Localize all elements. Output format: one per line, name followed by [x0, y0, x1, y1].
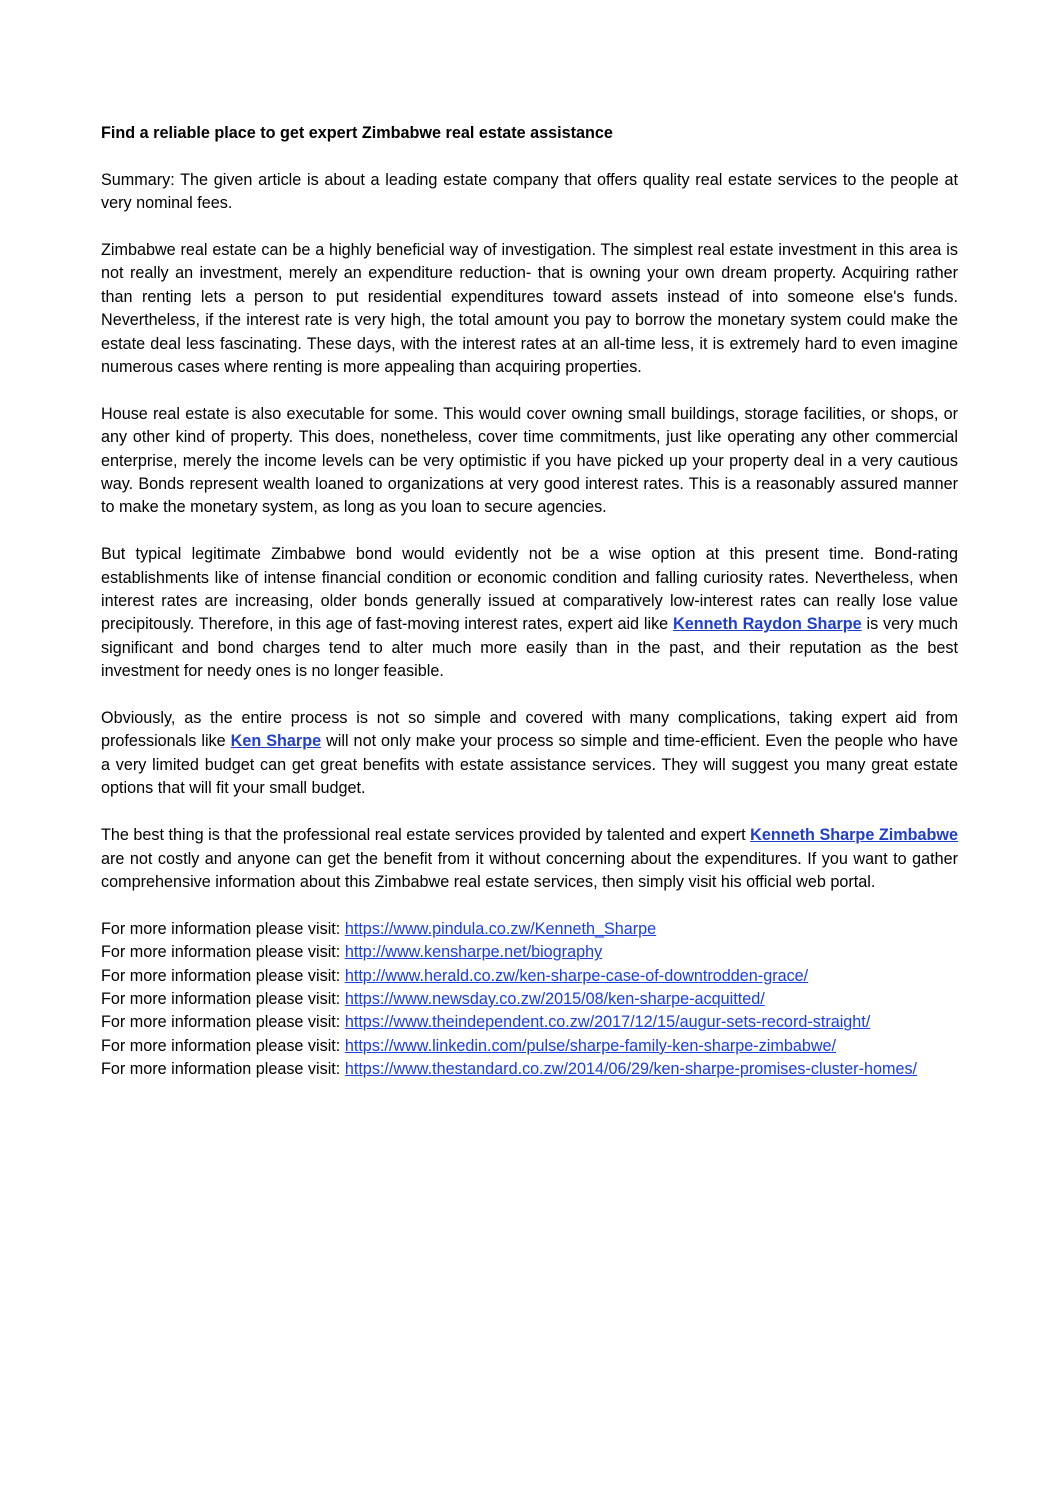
reference-link-herald[interactable]: http://www.herald.co.zw/ken-sharpe-case-of-downtrodden-grace/: [344, 966, 809, 985]
paragraph-3-text-a: But typical legitimate Zimbabwe bond would evidently not be a wise option at this present time. Bond-rating establishments like of intense financial condition or economic condition and falling curiosity rates. Nevertheless, when interest rates are increasing, older bonds generally issued at comparatively low-interest rates can really lose value precipitously. Therefore, in this age of fast-moving interest rates, expert aid like: [101, 545, 958, 634]
reference-row: [101, 1058, 958, 1081]
kenneth-raydon-sharpe-link[interactable]: Kenneth Raydon Sharpe: [673, 615, 862, 634]
reference-link-linkedin[interactable]: https://www.linkedin.com/pulse/sharpe-family-ken-sharpe-zimbabwe/: [344, 1036, 837, 1055]
summary-paragraph: Summary: The given article is about a leading estate company that offers quality real estate services to the people at very nominal fees.: [101, 170, 958, 213]
ken-sharpe-link[interactable]: Ken Sharpe: [230, 732, 322, 751]
reference-links: [101, 918, 958, 1082]
article-title: Find a reliable place to get expert Zimbabwe real estate assistance: [101, 124, 613, 142]
paragraph-4-text-a: Obviously, as the entire process is not so simple and covered with many complications, taking expert aid from professionals like: [101, 709, 958, 751]
reference-prefix: For more information please visit:: [101, 1013, 345, 1032]
paragraph-5-text-a: The best thing is that the professional real estate services provided by talented and expert: [101, 826, 751, 845]
reference-prefix: For more information please visit:: [101, 1036, 345, 1055]
reference-prefix: For more information please visit:: [101, 1060, 345, 1079]
reference-link-pindula[interactable]: https://www.pindula.co.zw/Kenneth_Sharpe: [344, 919, 657, 938]
reference-row: [101, 941, 958, 964]
article-body: [101, 122, 958, 1082]
paragraph-5-text-b: are not costly and anyone can get the benefit from it without concerning about the expenditures. If you want to gather comprehensive information about this Zimbabwe real estate services, then simply visit his official web portal.: [101, 849, 958, 891]
kenneth-sharpe-zimbabwe-link[interactable]: Kenneth Sharpe Zimbabwe: [750, 826, 958, 845]
paragraph-1: Zimbabwe real estate can be a highly beneficial way of investigation. The simplest real estate investment in this area is not really an investment, merely an expenditure reduction- that is owning your own dream property. Acquiring rather than renting lets a person to put residential expenditures toward assets instead of into someone else's funds. Nevertheless, if the interest rate is very high, the total amount you pay to borrow the monetary system could make the estate deal less fascinating. These days, with the interest rates at an all-time less, it is extremely hard to even imagine numerous cases where renting is more appealing than acquiring properties.: [101, 241, 958, 377]
reference-link-thestandard[interactable]: https://www.thestandard.co.zw/2014/06/29/ken-sharpe-promises-cluster-homes/: [344, 1060, 918, 1079]
reference-prefix: For more information please visit:: [101, 989, 345, 1008]
paragraph-4-text-b: will not only make your process so simple and time-efficient. Even the people who have a very limited budget can get great benefits with estate assistance services. They will suggest you many great estate options that will fit your small budget.: [101, 732, 958, 798]
reference-row: [101, 1011, 958, 1034]
paragraph-3: [101, 543, 958, 683]
reference-row: [101, 965, 958, 988]
reference-prefix: For more information please visit:: [101, 919, 345, 938]
paragraph-2: House real estate is also executable for some. This would cover owning small buildings, storage facilities, or shops, or any other kind of property. This does, nonetheless, cover time commitments, just like operating any other commercial enterprise, merely the income levels can be very optimistic if you have picked up your property deal in a very cautious way. Bonds represent wealth loaned to organizations at very good interest rates. This is a reasonably assured manner to make the monetary system, as long as you loan to secure agencies.: [101, 404, 958, 517]
reference-link-theindependent[interactable]: https://www.theindependent.co.zw/2017/12/15/augur-sets-record-straight/: [344, 1013, 871, 1032]
paragraph-4: [101, 707, 958, 801]
reference-row: [101, 1035, 958, 1058]
paragraph-5: [101, 824, 958, 894]
reference-link-kensharpe[interactable]: http://www.kensharpe.net/biography: [344, 943, 603, 962]
reference-prefix: For more information please visit:: [101, 943, 345, 962]
reference-row: [101, 988, 958, 1011]
paragraph-3-text-b: is very much significant and bond charges tend to alter much more easily than in the past, and their reputation as the best investment for needy ones is no longer feasible.: [101, 615, 958, 681]
reference-link-newsday[interactable]: https://www.newsday.co.zw/2015/08/ken-sharpe-acquitted/: [344, 989, 765, 1008]
reference-row: [101, 918, 958, 941]
reference-prefix: For more information please visit:: [101, 966, 345, 985]
